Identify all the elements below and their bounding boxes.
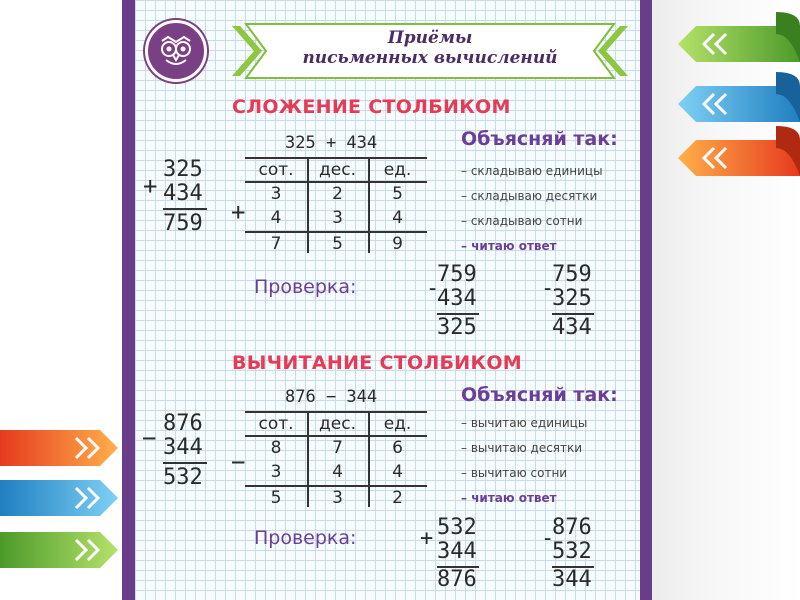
table-top-line	[245, 157, 427, 159]
table-cell: 4	[332, 462, 343, 482]
check-mid: 325	[552, 286, 592, 311]
table-cell: 3	[332, 208, 343, 228]
addition-expression: 325 + 434	[285, 133, 378, 153]
explain-step: – вычитаю сотни	[461, 466, 568, 480]
table-sum-line	[245, 485, 427, 487]
table-cell: 4	[392, 462, 403, 482]
addition-column-sign: +	[143, 172, 158, 200]
owl-logo-icon	[145, 20, 207, 82]
subtraction-column-top: 876	[163, 411, 203, 436]
table-cell: 2	[392, 488, 403, 508]
check-mid: 532	[552, 539, 592, 564]
table-cell: 7	[270, 234, 282, 254]
subtraction-heading: ВЫЧИТАНИЕ СТОЛБИКОМ	[232, 352, 522, 374]
left-ribbons	[0, 420, 122, 590]
table-cell: 6	[392, 438, 403, 458]
addition-column-line	[163, 208, 207, 210]
check-mid: 434	[437, 286, 477, 311]
explain-step: – складываю сотни	[461, 214, 583, 228]
addition-column-mid: 434	[163, 181, 203, 206]
addition-heading: СЛОЖЕНИЕ СТОЛБИКОМ	[232, 96, 511, 118]
title-line1: Приёмы	[387, 28, 473, 48]
subtraction-column-line	[163, 462, 207, 464]
addition-column-result: 759	[163, 211, 203, 236]
title-line2: письменных вычислений	[302, 48, 558, 68]
table-cell: 4	[270, 208, 282, 228]
table-cell: 2	[332, 184, 343, 204]
addition-check-label: Проверка:	[254, 276, 357, 298]
table-header-hundreds: сот.	[258, 414, 294, 434]
table-header-tens: дес.	[319, 160, 356, 180]
check-sign: -	[541, 276, 555, 301]
explain-step: – вычитаю десятки	[461, 441, 583, 455]
check-result: 344	[552, 567, 592, 592]
explain-step-answer: – читаю ответ	[461, 239, 557, 253]
table-cell: 5	[332, 234, 343, 254]
title-banner	[232, 18, 628, 84]
check-sign: -	[541, 526, 555, 551]
table-header-line	[245, 435, 427, 437]
explain-step-answer: – читаю ответ	[461, 491, 557, 505]
table-cell: 3	[270, 184, 282, 204]
check-top: 759	[437, 262, 477, 287]
table-header-units: ед.	[383, 160, 412, 180]
table-header-hundreds: сот.	[258, 160, 294, 180]
check-result: 325	[437, 315, 477, 340]
table-cell: 4	[392, 208, 403, 228]
check-sign: -	[426, 276, 440, 301]
check-result: 876	[437, 567, 477, 592]
table-header-tens: дес.	[319, 414, 356, 434]
explain-step: – складываю десятки	[461, 189, 598, 203]
table-sign: −	[231, 448, 246, 476]
addition-column-top: 325	[163, 157, 203, 182]
check-top: 532	[437, 515, 477, 540]
subtraction-column-mid: 344	[163, 435, 203, 460]
subtraction-expression: 876 − 344	[285, 387, 378, 407]
explain-step: – складываю единицы	[461, 164, 603, 178]
check-mid: 344	[437, 539, 477, 564]
right-ribbons	[678, 8, 800, 178]
check-top: 876	[552, 515, 592, 540]
table-cell: 7	[332, 438, 343, 458]
table-header-line	[245, 181, 427, 183]
table-top-line	[245, 411, 427, 413]
check-top: 759	[552, 262, 592, 287]
subtraction-explain-title: Объясняй так:	[461, 384, 618, 406]
explain-step: – вычитаю единицы	[461, 416, 588, 430]
table-sign: +	[231, 198, 246, 226]
check-result: 434	[552, 315, 592, 340]
subtraction-column-sign: −	[142, 424, 157, 452]
check-sign: +	[420, 526, 434, 551]
subtraction-check-label: Проверка:	[254, 527, 357, 549]
addition-explain-title: Объясняй так:	[461, 128, 618, 150]
table-cell: 5	[392, 184, 403, 204]
table-cell: 5	[270, 488, 282, 508]
table-cell: 9	[392, 234, 403, 254]
table-cell: 8	[270, 438, 282, 458]
table-cell: 3	[332, 488, 343, 508]
subtraction-column-result: 532	[163, 465, 203, 490]
table-sum-line	[245, 231, 427, 233]
table-cell: 3	[270, 462, 282, 482]
table-header-units: ед.	[383, 414, 412, 434]
